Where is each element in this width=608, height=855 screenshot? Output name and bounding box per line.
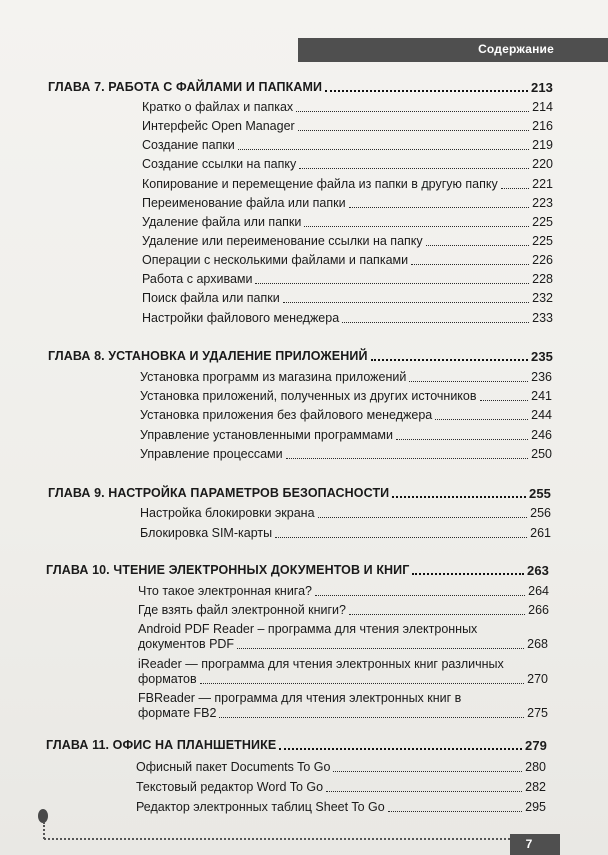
toc-entry-label: Удаление или переименование ссылки на папку xyxy=(142,234,423,248)
leader-dots xyxy=(480,400,529,401)
toc-entry[interactable] xyxy=(142,177,553,192)
footer-dotted-rule xyxy=(44,838,510,840)
toc-entry-label: Где взять файл электронной книги? xyxy=(138,603,346,617)
toc-entry-label: Переименование файла или папки xyxy=(142,196,346,210)
toc-entry-label: Установка программ из магазина приложений xyxy=(140,370,407,384)
toc-entry-label: Интерфейс Open Manager xyxy=(142,119,295,133)
footer-ornament-stem xyxy=(43,822,45,839)
toc-page-number: 216 xyxy=(532,119,553,133)
toc-chapter-label: ГЛАВА 7. РАБОТА С ФАЙЛАМИ И ПАПКАМИ xyxy=(48,80,323,94)
toc-entry[interactable] xyxy=(140,370,552,385)
toc-entry-label: Редактор электронных таблиц Sheet To Go xyxy=(136,800,385,814)
toc-entry[interactable] xyxy=(138,691,548,721)
toc-entry[interactable] xyxy=(140,428,552,443)
section-header-bar xyxy=(298,38,608,62)
toc-entry-label: Кратко о файлах и папках xyxy=(142,100,294,114)
toc-page-number: 261 xyxy=(530,526,551,540)
toc-page-number: 213 xyxy=(531,80,553,95)
leader-dots xyxy=(219,717,524,718)
leader-dots xyxy=(342,322,529,323)
page-number-box xyxy=(510,834,560,855)
toc-entry[interactable] xyxy=(140,389,552,404)
footer-ornament xyxy=(38,809,48,823)
toc-page-number: 232 xyxy=(532,291,553,305)
toc-page-number: 263 xyxy=(527,563,549,578)
leader-dots xyxy=(315,595,525,596)
toc-page-number: 279 xyxy=(525,738,547,753)
toc-entry-label: Настройки файлового менеджера xyxy=(142,311,340,325)
toc-entry[interactable] xyxy=(140,447,552,462)
toc-entry[interactable] xyxy=(136,800,546,815)
toc-chapter-label: ГЛАВА 11. ОФИС НА ПЛАНШЕТНИКЕ xyxy=(46,738,277,752)
toc-entry-label: Операции с несколькими файлами и папками xyxy=(142,253,409,267)
toc-entry-label-continuation: документов PDF xyxy=(138,637,235,651)
toc-entry-label: Установка приложений, полученных из других источников xyxy=(140,389,477,403)
toc-page-number: 235 xyxy=(531,349,553,364)
toc-entry-label: Создание ссылки на папку xyxy=(142,157,297,171)
toc-entry-label: Установка приложения без файлового менеджера xyxy=(140,408,433,422)
toc-chapter-8[interactable] xyxy=(48,349,553,364)
toc-chapter-label: ГЛАВА 8. УСТАНОВКА И УДАЛЕНИЕ ПРИЛОЖЕНИЙ xyxy=(48,349,368,363)
toc-page-number: 220 xyxy=(532,157,553,171)
leader-dots xyxy=(238,149,529,150)
leader-dots xyxy=(426,245,529,246)
leader-dots xyxy=(388,811,522,812)
toc-entry[interactable] xyxy=(142,119,553,134)
toc-page-number: 225 xyxy=(532,215,553,229)
toc-entry-label: Создание папки xyxy=(142,138,235,152)
toc-chapter-10[interactable] xyxy=(46,563,549,578)
toc-entry[interactable] xyxy=(142,272,553,287)
leader-dots xyxy=(283,302,529,303)
leader-dots xyxy=(279,748,522,750)
toc-page-number: 241 xyxy=(531,389,552,403)
toc-entry[interactable] xyxy=(140,526,551,541)
toc-page-number: 268 xyxy=(527,637,548,651)
toc-entry[interactable] xyxy=(142,138,553,153)
toc-page-number: 295 xyxy=(525,800,546,814)
leader-dots xyxy=(296,111,529,112)
toc-page-number: 256 xyxy=(530,506,551,520)
toc-entry-label: Копирование и перемещение файла из папки в другую папку xyxy=(142,177,498,191)
toc-entry-label: FBReader — программа для чтения электронных книг в xyxy=(138,691,462,705)
toc-page-number: 225 xyxy=(532,234,553,248)
leader-dots xyxy=(333,771,522,772)
toc-entry-label: Управление установленными программами xyxy=(140,428,394,442)
toc-page-number: 214 xyxy=(532,100,553,114)
toc-entry[interactable] xyxy=(136,760,546,775)
toc-entry[interactable] xyxy=(142,253,553,268)
leader-dots xyxy=(392,496,526,498)
toc-entry-label: iReader — программа для чтения электронных книг различных xyxy=(138,657,504,671)
toc-entry-label: Блокировка SIM-карты xyxy=(140,526,273,540)
toc-entry[interactable] xyxy=(138,622,548,652)
leader-dots xyxy=(371,359,528,361)
leader-dots xyxy=(304,226,529,227)
toc-page-number: 233 xyxy=(532,311,553,325)
toc-entry-label-continuation: формате FB2 xyxy=(138,706,217,720)
toc-page-number: 246 xyxy=(531,428,552,442)
toc-entry-label: Настройка блокировки экрана xyxy=(140,506,315,520)
leader-dots xyxy=(435,419,528,420)
toc-page-number: 244 xyxy=(531,408,552,422)
toc-page-number: 280 xyxy=(525,760,546,774)
leader-dots xyxy=(299,168,529,169)
leader-dots xyxy=(349,614,525,615)
toc-entry[interactable] xyxy=(142,291,553,306)
toc-entry-label-continuation: форматов xyxy=(138,672,197,686)
leader-dots xyxy=(349,207,530,208)
leader-dots xyxy=(275,537,527,538)
toc-page-number: 228 xyxy=(532,272,553,286)
toc-entry[interactable] xyxy=(142,196,553,211)
toc-entry-label: Офисный пакет Documents To Go xyxy=(136,760,331,774)
toc-entry[interactable] xyxy=(138,584,549,599)
toc-page-number: 223 xyxy=(532,196,553,210)
toc-entry[interactable] xyxy=(142,311,553,326)
toc-chapter-11[interactable] xyxy=(46,738,547,753)
toc-entry[interactable] xyxy=(142,234,553,249)
section-header-title: Содержание xyxy=(478,42,554,56)
toc-entry[interactable] xyxy=(142,215,553,230)
toc-entry[interactable] xyxy=(142,100,553,115)
toc-entry[interactable] xyxy=(138,657,548,687)
toc-page-number: 221 xyxy=(532,177,553,191)
toc-chapter-label: ГЛАВА 10. ЧТЕНИЕ ЭЛЕКТРОННЫХ ДОКУМЕНТОВ И КНИГ xyxy=(46,563,410,577)
toc-entry[interactable] xyxy=(140,506,551,521)
leader-dots xyxy=(298,130,529,131)
toc-page-number: 236 xyxy=(531,370,552,384)
leader-dots xyxy=(200,683,525,684)
toc-entry-label: Поиск файла или папки xyxy=(142,291,280,305)
toc-page-number: 226 xyxy=(532,253,553,267)
toc-entry-label: Android PDF Reader – программа для чтения электронных xyxy=(138,622,478,636)
toc-page-number: 255 xyxy=(529,486,551,501)
toc-page-number: 264 xyxy=(528,584,549,598)
toc-entry[interactable] xyxy=(136,780,546,795)
leader-dots xyxy=(409,381,528,382)
leader-dots xyxy=(237,648,524,649)
leader-dots xyxy=(412,573,524,575)
toc-chapter-9[interactable] xyxy=(48,486,551,501)
toc-entry[interactable] xyxy=(140,408,552,423)
leader-dots xyxy=(286,458,529,459)
toc-entry-label: Текстовый редактор Word To Go xyxy=(136,780,324,794)
toc-entry-label: Удаление файла или папки xyxy=(142,215,302,229)
toc-page-number: 266 xyxy=(528,603,549,617)
toc-entry-label: Работа с архивами xyxy=(142,272,253,286)
leader-dots xyxy=(501,188,529,189)
leader-dots xyxy=(318,517,528,518)
leader-dots xyxy=(411,264,529,265)
toc-entry-label: Управление процессами xyxy=(140,447,283,461)
toc-page-number: 250 xyxy=(531,447,552,461)
toc-page-number: 219 xyxy=(532,138,553,152)
toc-entry[interactable] xyxy=(142,157,553,172)
page-number: 7 xyxy=(525,837,533,851)
toc-page-number: 275 xyxy=(527,706,548,720)
leader-dots xyxy=(255,283,529,284)
leader-dots xyxy=(396,439,528,440)
leader-dots xyxy=(325,90,528,92)
toc-page-number: 282 xyxy=(525,780,546,794)
toc-page-number: 270 xyxy=(527,672,548,686)
toc-entry-label: Что такое электронная книга? xyxy=(138,584,312,598)
leader-dots xyxy=(326,791,522,792)
toc-chapter-7[interactable] xyxy=(48,80,553,95)
toc-chapter-label: ГЛАВА 9. НАСТРОЙКА ПАРАМЕТРОВ БЕЗОПАСНОСТИ xyxy=(48,486,390,500)
toc-entry[interactable] xyxy=(138,603,549,618)
